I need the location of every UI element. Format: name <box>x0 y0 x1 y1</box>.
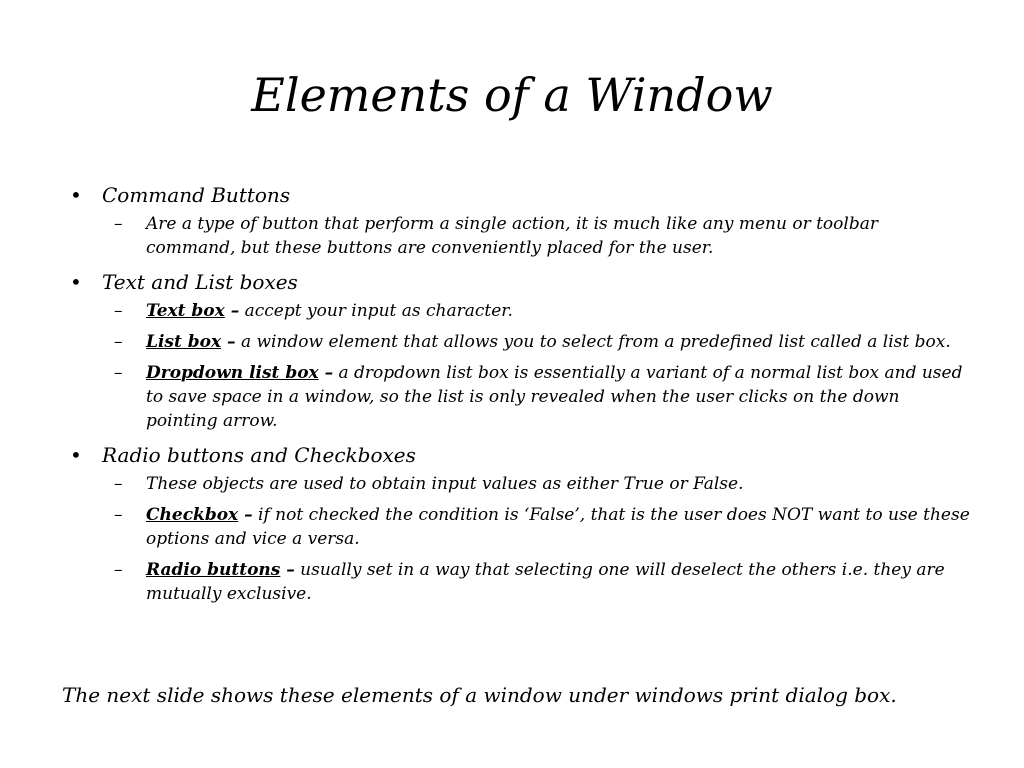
slide-title: Elements of a Window <box>251 68 773 122</box>
sub-item <box>70 503 970 551</box>
sub-item-text: a dropdown list box is essentially a variant of a normal list box and used to save space in a window, so the list is only revealed when the user clicks on the down pointing arrow. <box>146 363 963 431</box>
sub-list <box>70 472 970 606</box>
sub-item-text: if not checked the condition is ‘False’, that is the user does NOT want to use these options and vice a versa. <box>146 505 970 549</box>
sub-item-text: These objects are used to obtain input values as either True or False. <box>146 474 744 494</box>
dash-icon: – <box>114 560 123 580</box>
sub-item <box>70 299 970 323</box>
bullet-item <box>70 440 970 470</box>
bullet-heading: Radio buttons and Checkboxes <box>102 443 416 467</box>
slide-content <box>70 180 970 613</box>
slide-footer-note: The next slide shows these elements of a window under windows print dialog box. <box>62 683 897 707</box>
bullet-icon: • <box>70 270 82 294</box>
bullet-item <box>70 267 970 297</box>
bullet-icon: • <box>70 183 82 207</box>
term-list-box: List box <box>146 332 222 352</box>
sub-item-text: accept your input as character. <box>239 301 513 321</box>
dash-icon: – <box>114 505 123 525</box>
dash-icon: – <box>114 363 123 383</box>
term-separator: – <box>280 560 295 580</box>
term-dropdown-list-box: Dropdown list box <box>146 363 319 383</box>
term-checkbox: Checkbox <box>146 505 239 525</box>
term-separator: – <box>318 363 334 383</box>
dash-icon: – <box>114 301 123 321</box>
bullet-heading: Text and List boxes <box>102 270 298 294</box>
sub-item <box>70 472 970 496</box>
sub-list <box>70 299 970 433</box>
sub-item <box>70 330 970 354</box>
term-text-box: Text box <box>146 301 225 321</box>
bullet-heading: Command Buttons <box>102 183 291 207</box>
bullet-item <box>70 180 970 210</box>
dash-icon: – <box>114 332 123 352</box>
section-text-and-list-boxes <box>70 267 970 433</box>
sub-item <box>70 558 970 606</box>
section-radio-and-checkboxes <box>70 440 970 606</box>
term-separator: – <box>238 505 253 525</box>
term-separator: – <box>221 332 236 352</box>
bullet-icon: • <box>70 443 82 467</box>
sub-list <box>70 212 970 260</box>
sub-item-text: a window element that allows you to select from a predefined list called a list box. <box>235 332 951 352</box>
sub-item-text: usually set in a way that selecting one will deselect the others i.e. they are mutually exclusive. <box>146 560 945 604</box>
section-command-buttons <box>70 180 970 260</box>
term-radio-buttons: Radio buttons <box>146 560 281 580</box>
sub-item <box>70 212 970 260</box>
term-separator: – <box>224 301 240 321</box>
dash-icon: – <box>114 214 123 234</box>
sub-item <box>70 361 970 433</box>
dash-icon: – <box>114 474 123 494</box>
sub-item-text: Are a type of button that perform a single action, it is much like any menu or toolbar command, but these buttons are conveniently placed for the user. <box>146 214 878 258</box>
